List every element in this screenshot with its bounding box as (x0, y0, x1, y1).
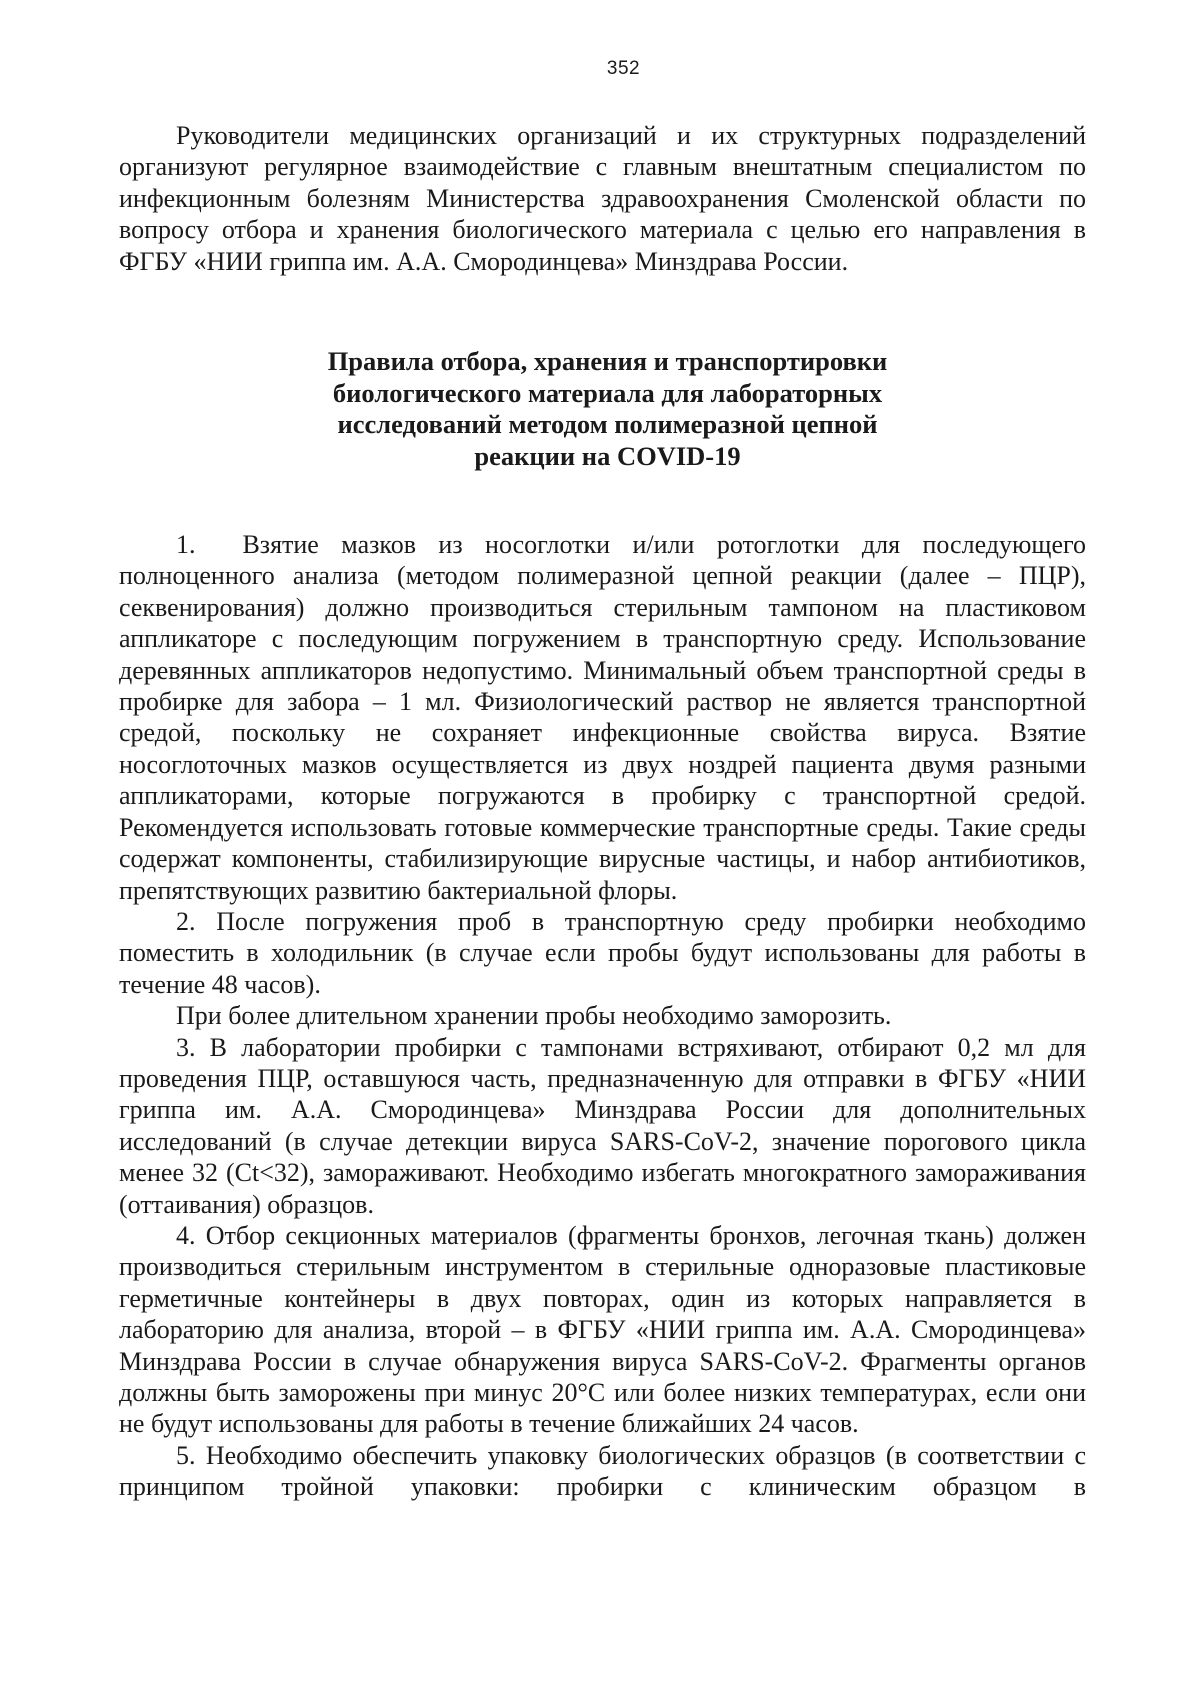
heading-line-1: Правила отбора, хранения и транспортировки (327, 346, 888, 377)
list-item-text: Необходимо обеспечить упаковку биологических образцов (в соответствии с принципом тройной упаковки: пробирки с клиническим образцом в (119, 1440, 1086, 1502)
document-page (119, 58, 1086, 1503)
list-item-5 (119, 1440, 1086, 1503)
list-item-text: После погружения проб в транспортную среду пробирки необходимо поместить в холодильник (в случае если пробы будут использованы для работы в течение 48 часов). (119, 906, 1086, 999)
list-item-3 (119, 1032, 1086, 1220)
heading-line-2: биологического материала для лабораторных (332, 377, 883, 408)
list-item-text: В лаборатории пробирки с тампонами встряхивают, отбирают 0,2 мл для проведения ПЦР, оставшуюся часть, предназначенную для отправки в ФГБУ «НИИ гриппа им. А.А. Смородинцева» Минздрава России для дополнительных исследований (в случае детекции вируса SARS-CoV-2, значение порогового цикла менее 32 (Ct<32), замораживают. Необходимо избегать многократного замораживания (оттаивания) образцов. (119, 1032, 1087, 1219)
list-item-number: 4. (176, 1220, 196, 1250)
list-item-text: Отбор секционных материалов (фрагменты бронхов, легочная ткань) должен производиться стерильным инструментом в стерильные одноразовые пластиковые герметичные контейнеры в двух повторах, один из которых направляется в лабораторию для анализа, второй – в ФГБУ «НИИ гриппа им. А.А. Смородинцева» Минздрава России в случае обнаружения вируса SARS-CoV-2. Фрагменты органов должны быть заморожены при минус 20°С или более низких температурах, если они не будут использованы для работы в течение ближайших 24 часов. (119, 1220, 1086, 1439)
list-item-2-note (119, 1000, 1086, 1031)
heading-line-3: исследований методом полимеразной цепной (337, 409, 878, 440)
list-item-number: 1. (176, 530, 196, 560)
list-item-text: Взятие мазков из носоглотки и/или ротоглотки для последующего полноценного анализа (методом полимеразной цепной реакции (далее – ПЦР), секвенирования) должно производиться стерильным тампоном на пластиковом аппликаторе с последующим погружением в транспортную среду. Использование деревянных аппликаторов недопустимо. Минимальный объем транспортной среды в пробирке для забора – 1 мл. Физиологический раствор не является транспортной средой, поскольку не сохраняет инфекционные свойства вируса. Взятие носоглоточных мазков осуществляется из двух ноздрей пациента двумя разными аппликаторами, которые погружаются в пробирку с транспортной средой. Рекомендуется использовать готовые коммерческие транспортные среды. Такие среды содержат компоненты, стабилизирующие вирусные частицы, и набор антибиотиков, препятствующих развитию бактериальной флоры. (119, 530, 1086, 905)
list-item-number: 3. (176, 1032, 196, 1062)
list-item-2 (119, 906, 1086, 1000)
list-item-number: 2. (176, 906, 196, 936)
list-item-number: 5. (176, 1440, 196, 1470)
page-number: 352 (606, 58, 641, 79)
list-item-text: При более длительном хранении пробы необходимо заморозить. (176, 1001, 892, 1031)
heading-line-4: реакции на COVID-19 (474, 440, 741, 471)
section-heading (119, 346, 1086, 472)
list-item-1 (119, 529, 1086, 906)
intro-paragraph: Руководители медицинских организаций и их структурных подразделений организуют регулярное взаимодействие с главным внештатным специалистом по инфекционным болезням Министерства здравоохранения Смоленской области по вопросу отбора и хранения биологического материала с целью его направления в ФГБУ «НИИ гриппа им. А.А. Смородинцева» Минздрава России. (119, 121, 1086, 276)
list-item-4 (119, 1220, 1086, 1440)
